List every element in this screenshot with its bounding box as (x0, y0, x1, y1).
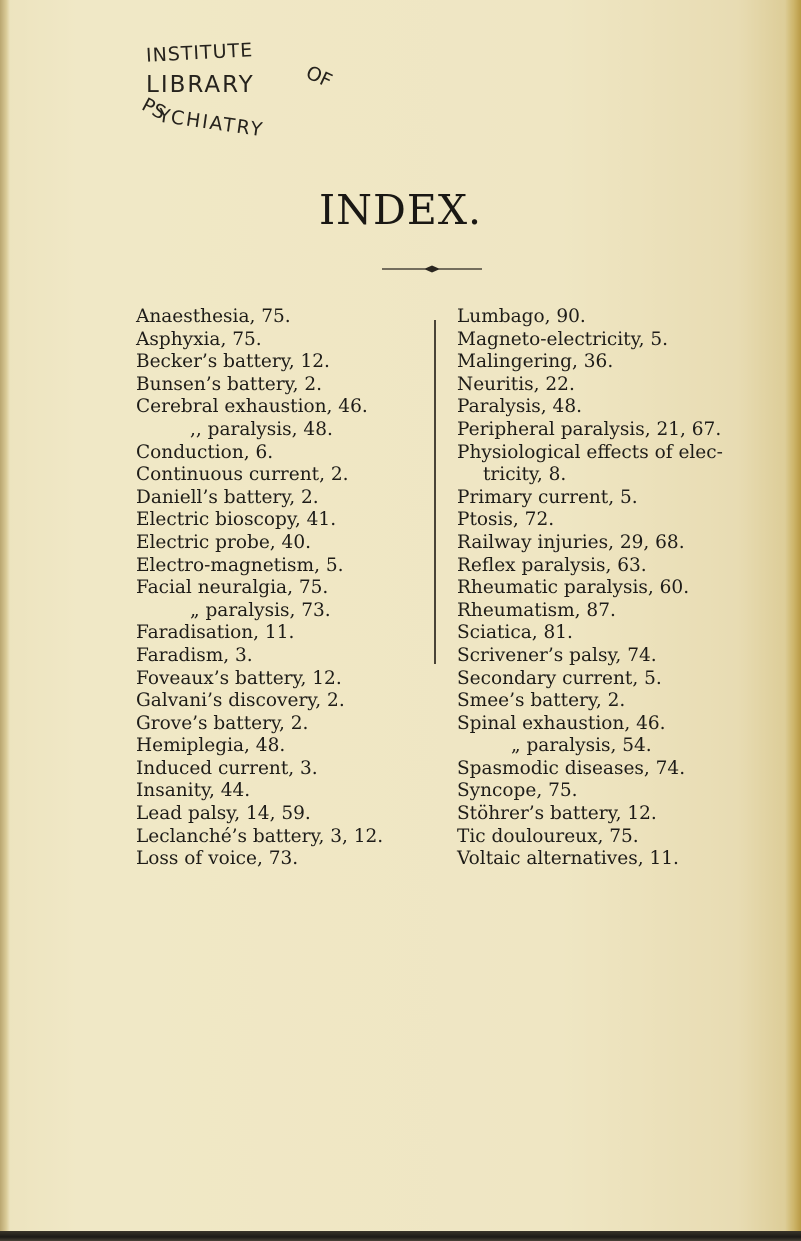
index-entry: Bunsen’s battery, 2. (136, 373, 322, 395)
page-title: INDEX. (318, 186, 483, 234)
index-entry: Loss of voice, 73. (136, 848, 299, 870)
index-entry: Smee’s battery, 2. (457, 690, 626, 712)
index-entry: Secondary current, 5. (457, 667, 662, 689)
index-entry: tricity, 8. (483, 464, 567, 486)
index-entry: Anaesthesia, 75. (136, 306, 291, 327)
index-entry: Galvani’s discovery, 2. (136, 690, 345, 712)
index-entry: Stöhrer’s battery, 12. (457, 803, 657, 825)
index-entry: Spinal exhaustion, 46. (457, 712, 666, 734)
index-entry: Syncope, 75. (457, 780, 578, 802)
index-entry: Conduction, 6. (136, 441, 274, 463)
index-entry: Physiological effects of elec- (457, 441, 723, 463)
index-entry: Becker’s battery, 12. (136, 351, 330, 373)
stamp-line-ychiatry: YCHIATRY (156, 104, 266, 142)
index-entry: Cerebral exhaustion, 46. (136, 396, 368, 418)
index-entry: Continuous current, 2. (136, 464, 349, 486)
index-entry: Electric probe, 40. (136, 531, 311, 553)
index-entry: Lead palsy, 14, 59. (136, 803, 311, 825)
index-entry: Primary current, 5. (457, 486, 638, 508)
index-entry: Malingering, 36. (457, 351, 614, 373)
index-entry: Ptosis, 72. (457, 509, 555, 531)
index-entry: Spasmodic diseases, 74. (457, 757, 686, 779)
index-entry: Grove’s battery, 2. (136, 712, 309, 734)
index-entry: „ paralysis, 54. (511, 735, 652, 757)
index-entry: Foveaux’s battery, 12. (136, 667, 342, 689)
index-column-right (457, 306, 787, 871)
index-entry: Scrivener’s palsy, 74. (457, 644, 657, 666)
index-entry: Magneto-electricity, 5. (457, 328, 668, 350)
index-entry: Peripheral paralysis, 21, 67. (457, 418, 722, 440)
index-entry: Daniell’s battery, 2. (136, 486, 319, 508)
index-entry: Railway injuries, 29, 68. (457, 531, 685, 553)
index-entry: Rheumatism, 87. (457, 599, 616, 621)
index-entry: Voltaic alternatives, 11. (457, 848, 679, 870)
index-entry: Induced current, 3. (136, 757, 318, 779)
index-entry: Reflex paralysis, 63. (457, 554, 647, 576)
index-entry: Paralysis, 48. (457, 396, 582, 418)
index-entry: Lumbago, 90. (457, 306, 586, 327)
library-stamp (118, 40, 348, 175)
index-entry: Neuritis, 22. (457, 373, 575, 395)
index-entry: „ paralysis, 73. (190, 599, 331, 621)
index-entry: Sciatica, 81. (457, 622, 573, 644)
index-entry: Electric bioscopy, 41. (136, 509, 337, 531)
page-bottom-edge (0, 1231, 801, 1241)
index-entry: Insanity, 44. (136, 780, 251, 802)
stamp-line-library: LIBRARY (146, 72, 255, 98)
index-entry: Faradisation, 11. (136, 622, 295, 644)
index-entry: Faradism, 3. (136, 644, 253, 666)
index-entry: Rheumatic paralysis, 60. (457, 577, 690, 599)
index-entry: Asphyxia, 75. (136, 328, 262, 350)
stamp-line-institute: INSTITUTE (145, 39, 254, 67)
stamp-line-of: OF (302, 61, 336, 93)
index-column-left (136, 306, 426, 871)
index-entry: Tic douloureux, 75. (457, 825, 639, 847)
index-entry: ,, paralysis, 48. (190, 418, 333, 440)
index-entry: Leclanché’s battery, 3, 12. (136, 825, 384, 847)
index-entry: Facial neuralgia, 75. (136, 577, 329, 599)
ornamental-divider (382, 264, 482, 274)
index-entry: Electro-magnetism, 5. (136, 554, 344, 576)
stamp-line-ps: PS (138, 93, 170, 125)
index-entry: Hemiplegia, 48. (136, 735, 286, 757)
column-divider-rule (434, 320, 436, 664)
